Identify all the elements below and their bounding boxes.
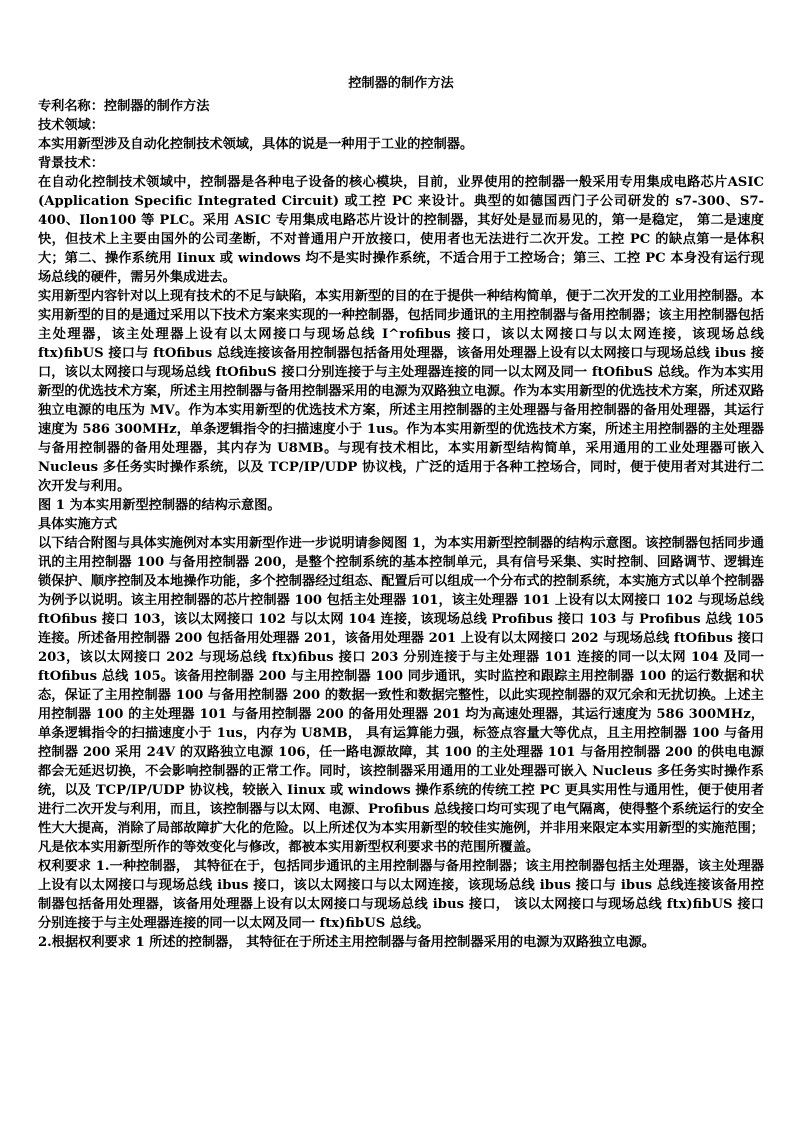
document-page (38, 74, 764, 952)
tech-field-heading: 技术领域： (38, 118, 104, 133)
background-heading: 背景技术： (38, 156, 104, 171)
embodiment-text: 以下结合附图与具体实施例对本实用新型作进一步说明请参阅图 1，为本实用新型控制器的结构示意图。该控制器包括同步通讯的主用控制器 100 与备用控制器 200，是整个控制系统的基本控制单元，具有信号采集、实时控制、回路调节、逻辑连锁保护、顺序控制及本地操作功能，多个控制器经过组态、配置后可以组成一个分布式的控制系统，本实施方式以单个控制器为例予以说明。该主用控制器的芯片控制器 100 包括主处理器 101，该主处理器 101 上设有以太网接口 102 与现场总线 ftOfibus 接口 103，该以太网接口 102 与以太网 104 连接，该现场总线 Profibus 接口 103 与 Profibus 总线 105 连接。所述备用控制器 200 包括备用处理器 201，该备用处理器 201 上设有以太网接口 202 与现场总线 ftOfibus 接口 203，该以太网接口 202 与现场总线 ftx)fibus 接口 203 分别连接于与主处理器 101 连接的同一以太网 104 及同一 ftOfibus 总线 105。该备用控制器 200 与主用控制器 100 同步通讯，实时监控和跟踪主用控制器 100 的运行数据和状态，保证了主用控制器 100 与备用控制器 200 的数据一致性和数据完整性，以此实现控制器的双冗余和无扰切换。上述主用控制器 100 的主处理器 101 与备用控制器 200 的备用处理器 201 均为高速处理器，其运行速度为 586 300MHz，单条逻辑指令的扫描速度小于 1us，内存为 U8MB， 具有运算能力强，标签点容量大等优点，且主用控制器 100 与备用控制器 200 采用 24V 的双路独立电源 106，任一路电源故障，其 100 的主处理器 101 与备用控制器 200 的供电电源都会无延迟切换，不会影响控制器的正常工作。同时，该控制器采用通用的工业处理器可嵌入 Nucleus 多任务实时操作系统，以及 TCP/IP/UDP 协议栈，较嵌入 Iinux 或 windows 操作系统的传统工控 PC 更具实用性与通用性，便于使用者进行二次开发与利用，而且，该控制器与以太网、电源、Profibus 总线接口均可实现了电气隔离，使得整个系统运行的安全性大大提高，消除了局部故障扩大化的危险。以上所述仅为本实用新型的较佳实施例，并非用来限定本实用新型的实施范围； 凡是依本实用新型所作的等效变化与修改，都被本实用新型权利要求书的范围所覆盖。 (38, 536, 764, 855)
summary-text: 实用新型内容针对以上现有技术的不足与缺陷，本实用新型的目的在于提供一种结构简单，便于二次开发的工业用控制器。本实用新型的目的是通过采用以下技术方案来实现的一种控制器，包括同步通讯的主用控制器与备用控制器；该主用控制器包括主处理器，该主处理器上设有以太网接口与现场总线 I^rofibus 接口，该以太网接口与以太网连接，该现场总线 ftx)fibUS 接口与 ftOfibus 总线连接该备用控制器包括备用处理器，该备用处理器上设有以太网接口与现场总线 ibus 接口，该以太网接口与现场总线 ftOfibuS 接口分别连接于与主处理器连接的同一以太网及同一 ftOfibuS 总线。作为本实用新型的优选技术方案，所述主用控制器与备用控制器采用的电源为双路独立电源。作为本实用新型的优选技术方案，所述双路独立电源的电压为 MV。作为本实用新型的优选技术方案，所述主用控制器的主处理器与备用控制器的备用处理器，其运行速度为 586 300MHz，单条逻辑指令的扫描速度小于 1us。作为本实用新型的优选技术方案，所述主用控制器的主处理器与备用控制器的备用处理器，其内存为 U8MB。与现有技术相比，本实用新型结构简单，采用通用的工业处理器可嵌入 Nucleus 多任务实时操作系统，以及 TCP/IP/UDP 协议栈，广泛的适用于各种工控场合，同时，便于使用者对其进行二次开发与利用。 (38, 289, 764, 494)
figure-description: 图 1 为本实用新型控制器的结构示意图。 (38, 498, 281, 513)
embodiment-heading: 具体实施方式 (38, 517, 118, 532)
document-title: 控制器的制作方法 (348, 76, 454, 91)
claim-1: 权利要求 1.一种控制器， 其特征在于，包括同步通讯的主用控制器与备用控制器；该主用控制器包括主处理器，该主处理器上设有以太网接口与现场总线 ibus 接口，该以太网接口与以太网连接，该现场总线 ibus 接口与 ibus 总线连接该备用控制器包括备用处理器，该备用处理器上设有以太网接口与现场总线 ibus 接口， 该以太网接口与现场总线 ftx)fibUS 接口分别连接于与主处理器连接的同一以太网及同一 ftx)fibUS 总线。 (38, 859, 764, 931)
background-text: 在自动化控制技术领域中，控制器是各种电子设备的核心模块，目前，业界使用的控制器一般采用专用集成电路芯片ASIC (Application Specific Integrated Circuit) 或工控 PC 来设计。典型的如德国西门子公司研发的 s7-300、S7-400、Ilon100 等 PLC。采用 ASIC 专用集成电路芯片设计的控制器，其好处是显而易见的，第一是稳定， 第二是速度快，但技术上主要由国外的公司垄断，不对普通用户开放接口，使用者也无法进行二次开发。工控 PC 的缺点第一是体积大；第二、操作系统用 Iinux 或 windows 均不是实时操作系统，不适合用于工控场合；第三、工控 PC 本身没有运行现场总线的硬件，需另外集成进去。 (38, 175, 764, 285)
claim-2: 2.根据权利要求 1 所述的控制器， 其特征在于所述主用控制器与备用控制器采用的电源为双路独立电源。 (38, 935, 655, 950)
tech-field-text: 本实用新型涉及自动化控制技术领域，具体的说是一种用于工业的控制器。 (38, 137, 474, 152)
patent-name: 专利名称：控制器的制作方法 (38, 99, 210, 114)
